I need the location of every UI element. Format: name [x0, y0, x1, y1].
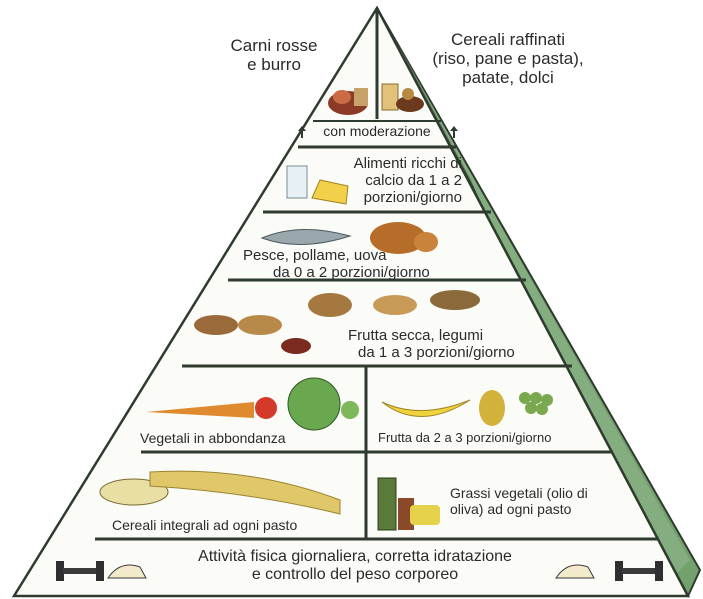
tier2-line3: porzioni/giorno — [363, 188, 462, 206]
moderation-text: con moderazione — [323, 123, 431, 139]
tier4-line2: da 1 a 3 porzioni/giorno — [358, 343, 515, 361]
tier6-right-label — [450, 486, 630, 517]
base-line1: Attività fisica giornaliera, corretta idratazione — [198, 548, 512, 565]
top-right-line3: patate, dolci — [462, 68, 554, 88]
tier3-label — [243, 248, 523, 282]
tier2-label — [300, 156, 462, 206]
tier4-label — [338, 328, 548, 362]
top-right-label — [402, 30, 614, 87]
top-right-line1: Cereali raffinati — [450, 30, 566, 49]
top-right-line2: (riso, pane e pasta), — [432, 49, 584, 69]
tier5-right-label — [378, 431, 606, 446]
pear-icon — [479, 390, 505, 426]
tier5-right-text: Frutta da 2 a 3 porzioni/giorno — [378, 430, 552, 445]
tier4-line1: Frutta secca, legumi — [348, 327, 484, 344]
tier6-left-text: Cereali integrali ad ogni pasto — [112, 517, 298, 533]
base-line2: e controllo del peso corporeo — [251, 565, 459, 583]
top-left-line2: e burro — [247, 55, 301, 75]
tier5-left-text: Vegetali in abbondanza — [140, 430, 286, 446]
base-label — [130, 548, 580, 584]
tier3-line2: da 0 a 2 porzioni/giorno — [273, 263, 430, 281]
tier2-line1: Alimenti ricchi di — [353, 155, 462, 172]
tier6-left-label — [112, 518, 362, 534]
tier6-right-line1: Grassi vegetali (olio di — [450, 485, 588, 501]
tier5-left-label — [140, 431, 360, 447]
tier3-line1: Pesce, pollame, uova — [243, 247, 387, 264]
tier2-line2: calcio da 1 a 2 — [365, 171, 462, 189]
tomato-icon — [255, 397, 277, 419]
moderation-label — [304, 124, 450, 140]
top-left-label — [214, 36, 334, 74]
legumes-icon — [281, 338, 311, 354]
top-left-line1: Carni rosse — [230, 36, 318, 55]
tier6-right-line2: oliva) ad ogni pasto — [450, 500, 572, 517]
